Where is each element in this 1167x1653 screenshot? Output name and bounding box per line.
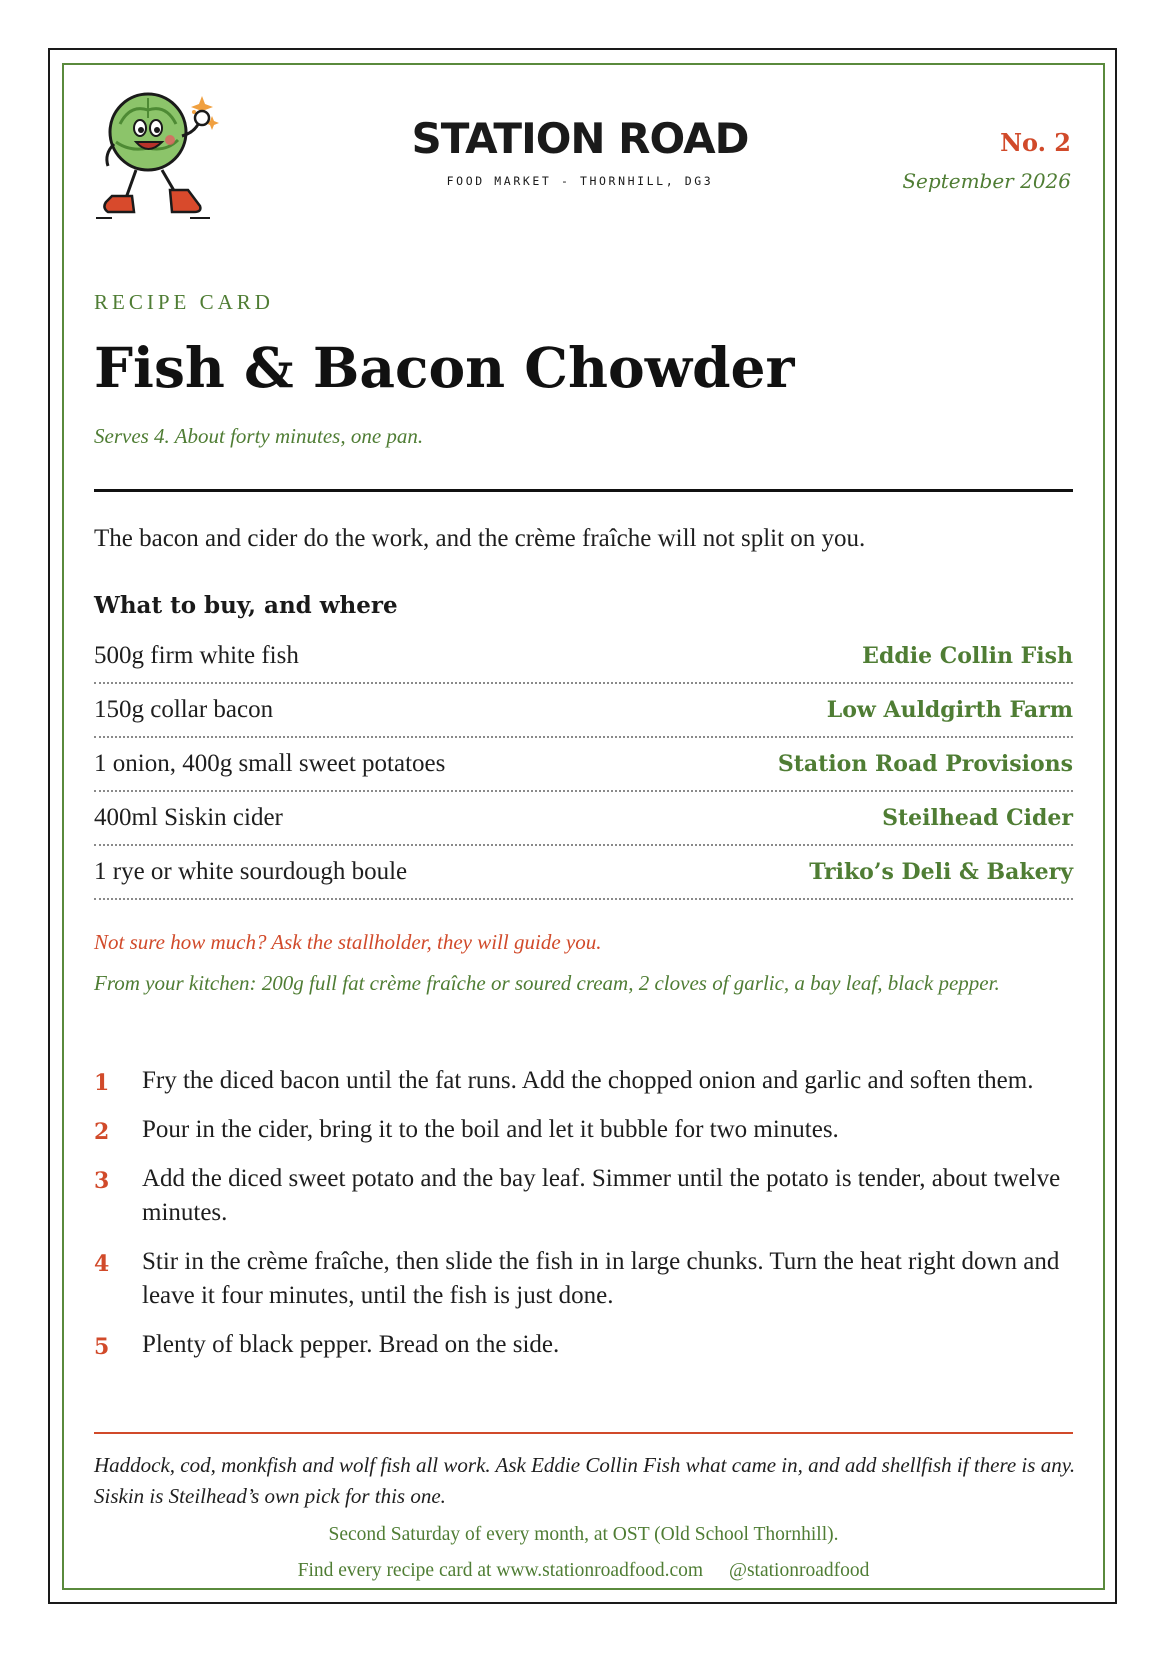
method-steps: [94, 1064, 1073, 1377]
from-your-kitchen-note: From your kitchen: 200g full fat crème fraîche or soured cream, 2 cloves of garlic, a bay leaf, black pepper.: [94, 971, 1000, 995]
step-text: Pour in the cider, bring it to the boil and let it bubble for two minutes.: [142, 1116, 839, 1143]
market-schedule: Second Saturday of every month, at OST (Old School Thornhill).: [328, 1524, 839, 1545]
step-item: [94, 1328, 1073, 1362]
issue-number: No. 2: [1000, 128, 1071, 157]
ingredient: 150g collar bacon: [94, 696, 274, 723]
vendor: Triko’s Deli & Bakery: [809, 859, 1073, 885]
recipe-title: Fish & Bacon Chowder: [94, 335, 795, 400]
brand-name: STATION ROAD: [411, 114, 749, 163]
website-link[interactable]: Find every recipe card at www.stationroadfood.com: [297, 1560, 704, 1581]
step-text: Plenty of black pepper. Bread on the side.: [142, 1331, 560, 1358]
vendor: Low Auldgirth Farm: [826, 697, 1073, 723]
step-number: 1: [94, 1070, 110, 1096]
step-item: [94, 1113, 1073, 1147]
walking-cabbage-mascot-icon: [90, 84, 230, 234]
step-item: [94, 1245, 1073, 1313]
step-text: Stir in the crème fraîche, then slide the fish in in large chunks. Turn the heat right down and leave it four minutes, until the fish is just done.: [142, 1248, 1060, 1309]
ingredient: 400ml Siskin cider: [94, 804, 283, 831]
cook-tip: Haddock, cod, monkfish and wolf fish all work. Ask Eddie Collin Fish what came in, and add shellfish if there is any. Siskin is Steilhead’s own pick for this one.: [94, 1453, 1076, 1508]
brand-lockup: [380, 114, 780, 188]
vendor: Steilhead Cider: [882, 805, 1073, 831]
title-divider: [94, 489, 1073, 492]
ask-stallholder-note: Not sure how much? Ask the stallholder, they will guide you.: [94, 930, 602, 954]
step-number: 3: [94, 1168, 110, 1194]
step-number: 4: [94, 1251, 110, 1277]
step-item: [94, 1162, 1073, 1230]
ingredient: 1 onion, 400g small sweet potatoes: [94, 750, 446, 777]
step-item: [94, 1064, 1073, 1098]
vendor: Eddie Collin Fish: [862, 643, 1073, 669]
brand-tagline: FOOD MARKET - THORNHILL, DG3: [446, 174, 714, 188]
recipe-kicker: RECIPE CARD: [94, 290, 274, 314]
step-text: Fry the diced bacon until the fat runs. Add the chopped onion and garlic and soften them.: [142, 1067, 1034, 1094]
step-text: Add the diced sweet potato and the bay leaf. Simmer until the potato is tender, about twelve minutes.: [142, 1165, 1061, 1226]
tip-divider: [94, 1432, 1073, 1434]
shopping-list: [94, 630, 1073, 900]
issue-date: September 2026: [902, 169, 1071, 193]
vendor: Station Road Provisions: [777, 751, 1073, 777]
step-number: 2: [94, 1119, 110, 1145]
ingredient: 500g firm white fish: [94, 642, 299, 669]
social-handle-link[interactable]: @stationroadfood: [729, 1560, 870, 1581]
issue-info: [902, 128, 1071, 193]
recipe-subtitle: Serves 4. About forty minutes, one pan.: [94, 424, 424, 448]
list-item: [94, 630, 1073, 684]
step-number: 5: [94, 1334, 110, 1360]
shopping-heading: What to buy, and where: [94, 592, 398, 619]
ingredient: 1 rye or white sourdough boule: [94, 858, 408, 885]
recipe-intro: The bacon and cider do the work, and the crème fraîche will not split on you.: [94, 525, 866, 552]
list-item: [94, 738, 1073, 792]
list-item: [94, 792, 1073, 846]
list-item: [94, 846, 1073, 900]
footer-links: [94, 1560, 1073, 1582]
list-item: [94, 684, 1073, 738]
